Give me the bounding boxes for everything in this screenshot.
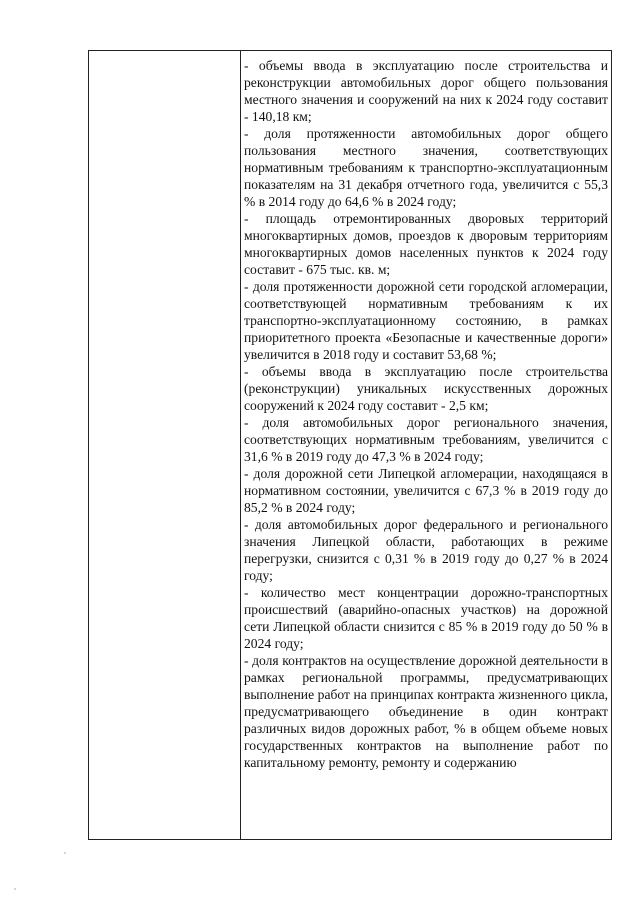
indicator-item: - доля автомобильных дорог регионального значения, соответствующих нормативным требованиям, увеличится с 31,6 % в 2019 году до 47,3 % в 2024 году; [244,415,608,464]
scan-artifact [64,852,66,854]
indicator-item: - доля протяженности дорожной сети городской агломерации, соответствующей нормативным требованиям к их транспортно-эксплуатационному состоянию, в рамках приоритетного проекта «Безопасные и качественные дороги» увеличится в 2018 году и составит 53,68 %; [244,279,608,362]
indicator-item: - доля дорожной сети Липецкой агломерации, находящаяся в нормативном состоянии, увеличится с 67,3 % в 2019 году до 85,2 % в 2024 году; [244,466,608,515]
indicator-item: - доля автомобильных дорог федерального и регионального значения Липецкой области, работающих в режиме перегрузки, снизится с 0,31 % в 2019 году до 0,27 % в 2024 году; [244,517,608,583]
indicator-item: - площадь отремонтированных дворовых территорий многоквартирных домов, проездов к дворовым территориям многоквартирных домов населенных пунктов к 2024 году составит - 675 тыс. кв. м; [244,211,608,277]
indicator-item: - доля контрактов на осуществление дорожной деятельности в рамках региональной программы, предусматривающих выполнение работ на принципах контракта жизненного цикла, предусматривающего объединение в один контракт различных видов дорожных работ, % в общем объеме новых государственных контрактов на выполнение работ по капитальному ремонту, ремонту и содержанию [244,653,608,770]
table-right-column [241,51,611,839]
indicator-table [88,50,612,840]
table-left-column [89,51,241,839]
indicator-item: - количество мест концентрации дорожно-транспортных происшествий (аварийно-опасных участков) на дорожной сети Липецкой области снизится с 85 % в 2019 году до 50 % в 2024 году; [244,585,608,651]
indicator-item: - доля протяженности автомобильных дорог общего пользования местного значения, соответствующих нормативным требованиям к транспортно-эксплуатационным показателям на 31 декабря отчетного года, увеличится с 55,3 % в 2014 году до 64,6 % в 2024 году; [244,126,608,209]
indicator-item: - объемы ввода в эксплуатацию после строительства и реконструкции автомобильных дорог общего пользования местного значения и сооружений на них к 2024 году составит - 140,18 км; [244,58,608,124]
scan-artifact [14,888,16,890]
indicator-item: - объемы ввода в эксплуатацию после строительства (реконструкции) уникальных искусственных дорожных сооружений к 2024 году составит - 2,5 км; [244,364,608,413]
